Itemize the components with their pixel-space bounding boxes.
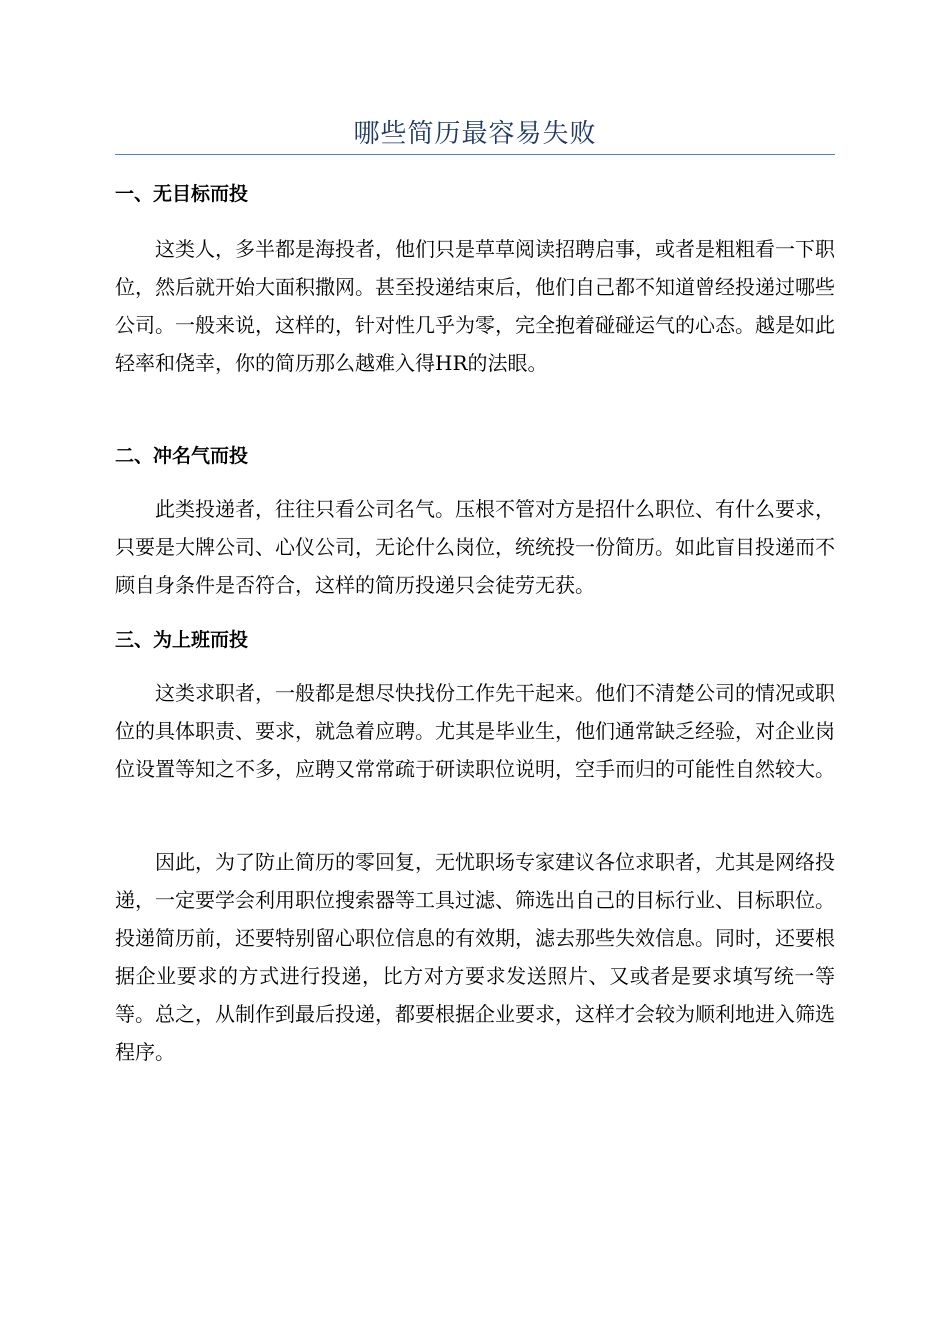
section-heading-2: 二、冲名气而投 (115, 445, 249, 467)
conclusion-paragraph: 因此，为了防止简历的零回复，无忧职场专家建议各位求职者，尤其是网络投递，一定要学会利用职位搜索器等工具过滤、筛选出自己的目标行业、目标职位。投递简历前，还要特别留心职位信息的有效期，滤去那些失效信息。同时，还要根据企业要求的方式进行投递，比方对方要求发送照片、又或者是要求填写统一等等。总之，从制作到最后投递，都要根据企业要求，这样才会较为顺利地进入筛选程序。 (115, 850, 835, 1064)
section-heading-3: 三、为上班而投 (115, 629, 249, 651)
section-paragraph-2: 此类投递者，往往只看公司名气。压根不管对方是招什么职位、有什么要求，只要是大牌公司、心仪公司，无论什么岗位，统统投一份简历。如此盲目投递而不顾自身条件是否符合，这样的简历投递只会徒劳无获。 (115, 497, 835, 597)
section-heading-1: 一、无目标而投 (115, 183, 249, 205)
section-paragraph-3: 这类求职者，一般都是想尽快找份工作先干起来。他们不清楚公司的情况或职位的具体职责、要求，就急着应聘。尤其是毕业生，他们通常缺乏经验，对企业岗位设置等知之不多，应聘又常常疏于研读职位说明，空手而归的可能性自然较大。 (115, 681, 835, 781)
section-paragraph-1: 这类人，多半都是海投者，他们只是草草阅读招聘启事，或者是粗粗看一下职位，然后就开始大面积撒网。甚至投递结束后，他们自己都不知道曾经投递过哪些公司。一般来说，这样的，针对性几乎为零，完全抱着碰碰运气的心态。越是如此轻率和侥幸，你的简历那么越难入得HR的法眼。 (115, 237, 835, 375)
document-title: 哪些简历最容易失败 (353, 119, 597, 149)
title-underline (115, 154, 835, 155)
